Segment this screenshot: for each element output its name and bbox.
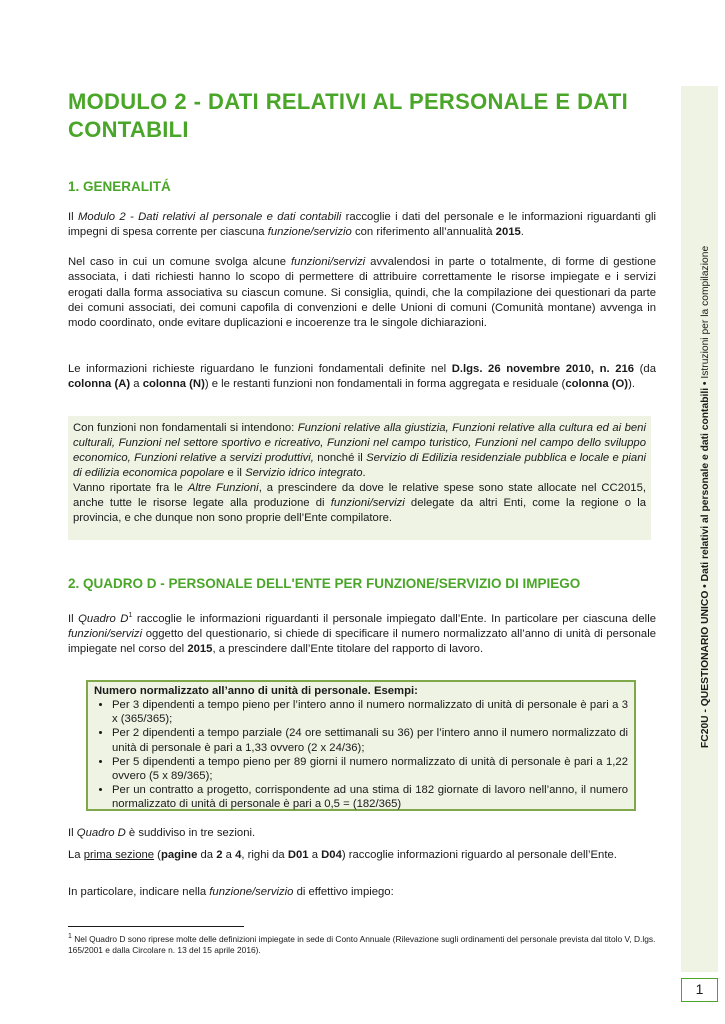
list-item: • Per 5 dipendenti a tempo pieno per 89 giorni il numero normalizzato di unità di personale è pari a 1,22 ovvero (5 x 89/365); <box>112 755 628 783</box>
examples-box <box>86 680 636 811</box>
list-item: • Per 3 dipendenti a tempo pieno per l’intero anno il numero normalizzato di unità di personale è pari a 3 x (365/365); <box>112 698 628 726</box>
box-paragraph-1: Con funzioni non fondamentali si intendono: Funzioni relative alla giustizia, Funzioni relative alla cultura ed ai beni culturali, Funzioni nel settore sportivo e ricreativo, Funzioni nel campo turistico, Funzioni nel campo dello sviluppo economico, Funzioni relative a servizi produttivi, nonché il Servizio di Edilizia residenziale pubblica e locale e piani di edilizia economica popolare e il Servizio idrico integrato. <box>73 422 647 479</box>
section-1-paragraph-2: Nel caso in cui un comune svolga alcune funzioni/servizi avvalendosi in parte o totalmente, di forme di gestione associata, i dati richiesti hanno lo scopo di permettere di attribuire correttamente le risorse impiegate e i servizi erogati dalla forma associativa su ciascun comune. Si consiglia, quindi, che la compilazione dei questionari da parte dei comuni associati, dei comuni capofila di convenzioni e delle Unioni di comuni (Comunità montane) avvenga in modo coordinato, onde evitare duplicazioni e incoerenze tra le singole dichiarazioni. <box>68 256 657 330</box>
footnote: $^1$ Nel Quadro D sono riprese molte delle definizioni impiegate in sede di Conto Annuale (Rilevazione sugli ordinamenti del personale prevista dal titolo V, D.lgs. 165/2001 e dalla Circolare n. 13 del 15 aprile 2016). <box>68 933 656 955</box>
sidebar-document-title: FC20U - QUESTIONARIO UNICO • Dati relativi al personale e dati contabili • Istruzioni per la compilazione <box>700 245 711 748</box>
section-2-paragraph-1: Il Quadro $D^1$ raccoglie le informazioni riguardanti il personale impiegato dall’Ente. In particolare per ciascuna delle funzioni/servizi oggetto del questionario, si chiede di specificare il numero normalizzato all’anno di unità di personale impiegate nel corso del 2015, a prescindere dall’Ente titolare del rapporto di lavoro. <box>68 612 656 655</box>
examples-list <box>94 698 628 812</box>
box-paragraph-2: Vanno riportate fra le Altre Funzioni, a prescindere da dove le relative spese sono state allocate nel CC2015, anche tutte le risorse legate alla produzione di funzioni/servizi delegate da altri Enti, come la regione o la provincia, e che dunque non sono proprie dell’Ente compilatore. <box>73 482 646 524</box>
section-1-paragraph-3: Le informazioni richieste riguardano le funzioni fondamentali definite nel D.lgs. 26 novembre 2010, n. 216 (da colonna (A) a colonna (N)) e le restanti funzioni non fondamentali in forma aggregata e residuale (colonna (O)). <box>68 363 657 390</box>
section-1-paragraph-1: Il Modulo 2 - Dati relativi al personale e dati contabili raccoglie i dati del personale e le informazioni riguardanti gli impegni di spesa corrente per ciascuna funzione/servizio con riferimento all’annualità 2015. <box>68 211 656 238</box>
section-2-paragraph-3: La prima sezione (pagine da 2 a 4, righi da D01 a D04) raccoglie informazioni riguardo al personale dell’Ente. <box>68 849 617 861</box>
list-item: • Per un contratto a progetto, corrispondente ad una stima di 182 giornate di lavoro nell’anno, il numero normalizzato di unità di personale è pari a 0,5 = (182/365) <box>112 783 628 811</box>
section-2-paragraph-2: Il Quadro D è suddiviso in tre sezioni. <box>68 827 256 839</box>
examples-heading: Numero normalizzato all’anno di unità di personale. Esempi: <box>94 685 418 697</box>
page-title: MODULO 2 - DATI RELATIVI AL PERSONALE E DATI CONTABILI <box>68 89 628 142</box>
page-number: 1 <box>681 978 718 1002</box>
non-fundamental-functions-box <box>68 416 651 540</box>
section-2-paragraph-4: In particolare, indicare nella funzione/servizio di effettivo impiego: <box>68 886 394 898</box>
section-2-heading: 2. QUADRO D - PERSONALE DELL'ENTE PER FUNZIONE/SERVIZIO DI IMPIEGO <box>68 576 581 591</box>
section-1-heading: 1. GENERALITÁ <box>68 179 171 194</box>
list-item: • Per 2 dipendenti a tempo parziale (24 ore settimanali su 36) per l’intero anno il numero normalizzato di unità di personale è pari a 1,33 ovvero (2 x 24/36); <box>112 726 628 754</box>
footnote-divider <box>68 926 244 927</box>
